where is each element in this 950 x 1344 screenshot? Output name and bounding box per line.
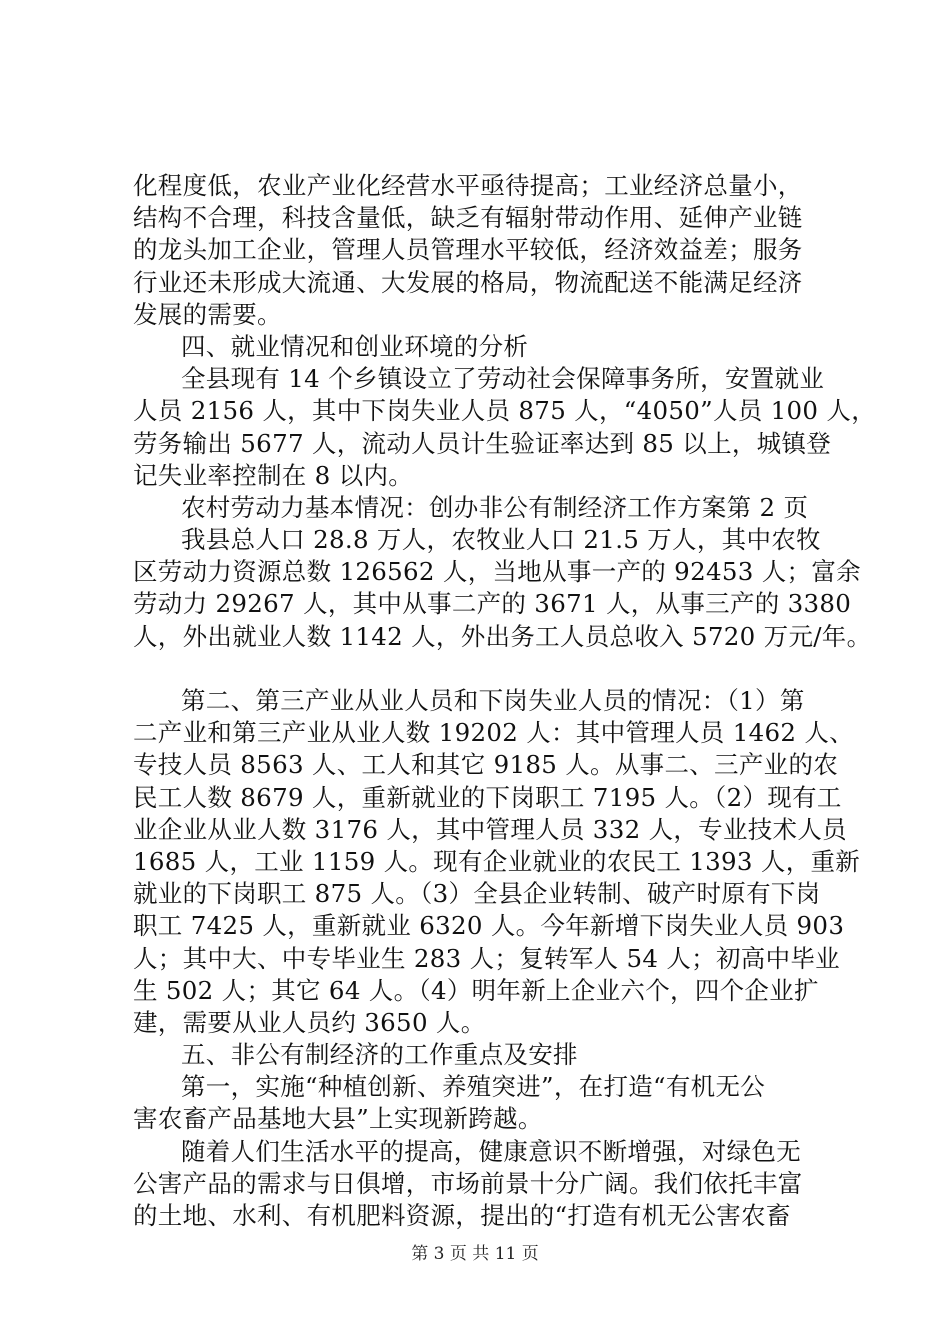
text-line: 农村劳动力基本情况：创办非公有制经济工作方案第 2 页 xyxy=(181,492,809,522)
text-line: 劳动力 29267 人，其中从事二产的 3671 人，从事三产的 3380 xyxy=(133,589,852,619)
text-line: 全县现有 14 个乡镇设立了劳动社会保障事务所，安置就业 xyxy=(181,364,825,394)
text-line: 记失业率控制在 8 以内。 xyxy=(133,460,414,490)
text-line: 化程度低，农业产业化经营水平亟待提高；工业经济总量小， xyxy=(133,171,803,200)
text-line: 随着人们生活水平的提高，健康意识不断增强，对绿色无 xyxy=(181,1136,801,1166)
page-footer: 第 3 页 共 11 页 xyxy=(411,1244,539,1264)
text-line: 劳务输出 5677 人，流动人员计生验证率达到 85 以上，城镇登 xyxy=(133,428,832,458)
text-line: 就业的下岗职工 875 人。（3）全县企业转制、破产时原有下岗 xyxy=(133,879,821,909)
text-line: 第二、第三产业从业人员和下岗失业人员的情况：（1）第 xyxy=(181,686,805,715)
text-line: 行业还未形成大流通、大发展的格局，物流配送不能满足经济 xyxy=(133,267,803,297)
text-line: 生 502 人；其它 64 人。（4）明年新上企业六个，四个企业扩 xyxy=(133,975,819,1005)
text-line: 四、就业情况和创业环境的分析 xyxy=(181,331,529,361)
text-line: 五、非公有制经济的工作重点及安排 xyxy=(181,1040,578,1070)
text-line: 人，外出就业人数 1142 人，外出务工人员总收入 5720 万元/年。 xyxy=(133,621,872,651)
text-line: 民工人数 8679 人，重新就业的下岗职工 7195 人。（2）现有工 xyxy=(133,782,842,812)
text-line: 的龙头加工企业，管理人员管理水平较低，经济效益差；服务 xyxy=(133,235,803,265)
text-line: 第一，实施“种植创新、养殖突进”，在打造“有机无公 xyxy=(181,1072,766,1102)
blank-line xyxy=(133,653,853,685)
text-line: 专技人员 8563 人、工人和其它 9185 人。从事二、三产业的农 xyxy=(133,750,839,780)
text-line: 公害产品的需求与日俱增，市场前景十分广阔。我们依托丰富 xyxy=(133,1168,803,1198)
document-body xyxy=(133,170,877,1232)
text-line: 的土地、水利、有机肥料资源，提出的“打造有机无公害农畜 xyxy=(133,1201,791,1230)
text-line: 职工 7425 人，重新就业 6320 人。今年新增下岗失业人员 903 xyxy=(133,911,845,941)
text-line: 区劳动力资源总数 126562 人，当地从事一产的 92453 人；富余 xyxy=(133,557,861,587)
text-line: 发展的需要。 xyxy=(133,299,282,329)
text-line: 建，需要从业人员约 3650 人。 xyxy=(133,1007,486,1037)
text-line: 二产业和第三产业从业人数 19202 人：其中管理人员 1462 人、 xyxy=(133,718,854,748)
text-line: 人员 2156 人，其中下岗失业人员 875 人，“4050”人员 100 人， xyxy=(133,396,877,426)
text-line: 1685 人，工业 1159 人。现有企业就业的农民工 1393 人，重新 xyxy=(133,846,861,876)
text-line: 我县总人口 28.8 万人，农牧业人口 21.5 万人，其中农牧 xyxy=(181,525,821,555)
text-line: 结构不合理，科技含量低，缺乏有辐射带动作用、延伸产业链 xyxy=(133,203,803,233)
text-line: 害农畜产品基地大县”上实现新跨越。 xyxy=(133,1104,543,1134)
text-line: 业企业从业人数 3176 人，其中管理人员 332 人，专业技术人员 xyxy=(133,814,847,844)
text-line: 人；其中大、中专毕业生 283 人；复转军人 54 人；初高中毕业 xyxy=(133,943,840,973)
